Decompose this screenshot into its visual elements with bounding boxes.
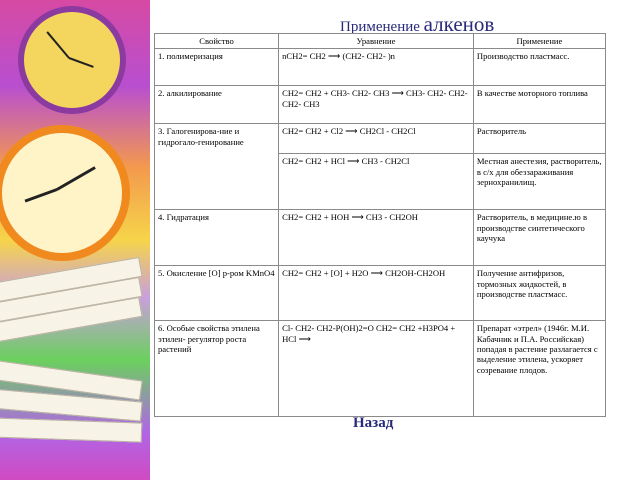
cell-property: 5. Окисление [O] р-ром KMnO4 [155,266,279,321]
cell-equation: CH2= CH2 + Cl2 ⟶ CH2Cl - CH2Cl [279,124,474,154]
cell-application: В качестве моторного топлива [473,86,605,124]
cell-application: Препарат «этрел» (1946г. М.И. Кабачник и П.А. Российская) попадая в растение разлагается с выделение этилена, ускоряет созревание плодов. [473,321,605,417]
table-row [155,321,606,417]
cell-application: Растворитель, в медицине.ю в производстве синтетического каучука [473,210,605,266]
header-equation: Уравнение [279,34,474,49]
cell-application: Получение антифризов, тормозных жидкостей, в производстве пластмасс. [473,266,605,321]
cell-property: 2. алкилирование [155,86,279,124]
cell-property: 6. Особые свойства этилена этилен- регулятор роста растений [155,321,279,417]
clock-image-icon [0,125,130,261]
table-row [155,266,606,321]
alkenes-table [154,33,606,417]
clock-hand [69,57,94,68]
clock-image-icon [18,6,126,114]
page-title-main: алкенов [423,12,495,36]
cell-application: Растворитель [473,124,605,154]
book-image [0,417,142,442]
cell-equation: CH2= CH2 + HOH ⟶ CH3 - CH2OH [279,210,474,266]
cell-equation: CH2= CH2 + CH3- CH2- CH3 ⟶ CH3- CH2- CH2- CH2- CH3 [279,86,474,124]
cell-property: 4. Гидратация [155,210,279,266]
cell-equation: Cl- CH2- CH2-P(OH)2=O CH2= CH2 +H3PO4 + HCl ⟶ [279,321,474,417]
cell-equation: CH2= CH2 + [O] + H2O ⟶ CH2OH-CH2OH [279,266,474,321]
clock-hand [46,31,69,58]
clock-hand [56,166,96,191]
header-application: Применение [473,34,605,49]
header-property: Свойство [155,34,279,49]
page-title-prefix: Применение [340,19,420,35]
cell-equation: nCH2= CH2 ⟶ (CH2- CH2- )n [279,49,474,86]
clock-hand [25,188,58,202]
table-row [155,86,606,124]
table-row [155,49,606,86]
cell-property: 3. Галогенирова-ние и гидрогало-генирование [155,124,279,210]
cell-application: Местная анестезия, растворитель, в с/х для обеззараживания зернохранилищ. [473,154,605,210]
cell-application: Производство пластмасс. [473,49,605,86]
back-link[interactable]: Назад [353,415,394,431]
table-header-row [155,34,606,49]
decorative-sidebar [0,0,150,480]
cell-equation: CH2= CH2 + HCl ⟶ CH3 - CH2Cl [279,154,474,210]
table-row [155,124,606,154]
table-row [155,210,606,266]
cell-property: 1. полимеризация [155,49,279,86]
